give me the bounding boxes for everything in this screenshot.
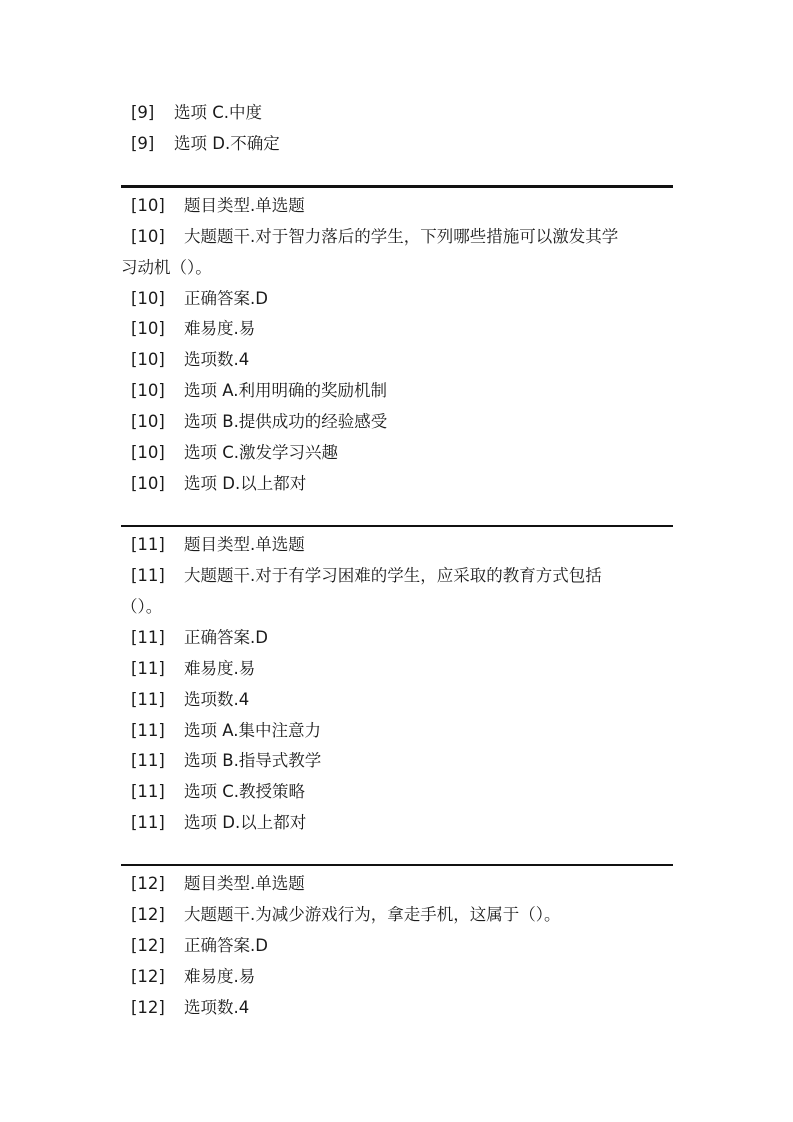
line-text: 选项数.4 xyxy=(184,350,250,369)
q11-option-a xyxy=(131,721,321,741)
line-text: 正确答案.D xyxy=(184,289,268,308)
section-divider xyxy=(121,525,673,527)
line-text: 大题题干.对于智力落后的学生，下列哪些措施可以激发其学 xyxy=(184,227,619,246)
q11-option-b xyxy=(131,751,321,771)
question-number: [9] xyxy=(131,103,155,122)
q11-option-d xyxy=(131,813,306,833)
line-text: 选项 B.提供成功的经验感受 xyxy=(184,412,388,431)
question-number: [11] xyxy=(131,813,165,832)
question-number: [10] xyxy=(131,474,165,493)
q10-option-c xyxy=(131,443,338,463)
line-text: 大题题干.对于有学习困难的学生，应采取的教育方式包括 xyxy=(184,566,602,585)
q10-type xyxy=(131,196,305,216)
q12-answer xyxy=(131,936,268,956)
q12-stem xyxy=(131,905,561,925)
line-text: 题目类型.单选题 xyxy=(184,535,305,554)
q11-stem xyxy=(131,566,602,586)
line-text: 难易度.易 xyxy=(184,659,256,678)
line-text: 选项 C.激发学习兴趣 xyxy=(184,443,339,462)
question-number: [11] xyxy=(131,628,165,647)
section-divider xyxy=(121,185,673,188)
question-number: [11] xyxy=(131,535,165,554)
line-text: 选项 A.集中注意力 xyxy=(184,721,321,740)
line-text: 选项 B.指导式教学 xyxy=(184,751,322,770)
line-text: 正确答案.D xyxy=(184,628,268,647)
question-number: [11] xyxy=(131,782,165,801)
question-number: [12] xyxy=(131,967,165,986)
question-number: [10] xyxy=(131,443,165,462)
question-number: [11] xyxy=(131,659,165,678)
question-number: [11] xyxy=(131,721,165,740)
line-text: 题目类型.单选题 xyxy=(184,196,305,215)
q12-type xyxy=(131,874,305,894)
question-number: [10] xyxy=(131,381,165,400)
question-number: [10] xyxy=(131,227,165,246)
q11-option-c xyxy=(131,782,305,802)
question-number: [12] xyxy=(131,874,165,893)
q12-difficulty xyxy=(131,967,255,987)
question-number: [10] xyxy=(131,350,165,369)
line-text: 选项 C.教授策略 xyxy=(184,782,306,801)
line-text: 题目类型.单选题 xyxy=(184,874,305,893)
question-number: [12] xyxy=(131,905,165,924)
line-text: 选项 D.不确定 xyxy=(174,134,280,153)
line-text: 难易度.易 xyxy=(184,319,256,338)
line-text: 选项 D.以上都对 xyxy=(184,813,307,832)
q11-option-count xyxy=(131,690,249,710)
line-text: 选项 C.中度 xyxy=(174,103,263,122)
question-number: [10] xyxy=(131,196,165,215)
q9-option-c xyxy=(131,103,262,123)
q11-stem-continued: （）。 xyxy=(121,597,163,616)
q10-option-d xyxy=(131,474,306,494)
question-number: [11] xyxy=(131,566,165,585)
line-text: 难易度.易 xyxy=(184,967,256,986)
line-text: 大题题干.为减少游戏行为，拿走手机，这属于（）。 xyxy=(184,905,561,924)
question-number: [12] xyxy=(131,998,165,1017)
q10-difficulty xyxy=(131,319,255,339)
q12-option-count xyxy=(131,998,249,1018)
q11-type xyxy=(131,535,305,555)
question-number: [11] xyxy=(131,751,165,770)
section-divider xyxy=(121,864,673,866)
q10-stem-continued: 习动机（）。 xyxy=(121,258,212,277)
question-number: [9] xyxy=(131,134,155,153)
line-text: 选项数.4 xyxy=(184,998,250,1017)
q9-option-d xyxy=(131,134,280,154)
question-number: [12] xyxy=(131,936,165,955)
question-number: [10] xyxy=(131,289,165,308)
question-number: [10] xyxy=(131,319,165,338)
question-number: [11] xyxy=(131,690,165,709)
q11-difficulty xyxy=(131,659,255,679)
line-text: 正确答案.D xyxy=(184,936,268,955)
q10-option-count xyxy=(131,350,249,370)
q10-option-b xyxy=(131,412,387,432)
q10-option-a xyxy=(131,381,387,401)
q10-answer xyxy=(131,289,268,309)
q11-answer xyxy=(131,628,268,648)
line-text: 选项 D.以上都对 xyxy=(184,474,307,493)
question-number: [10] xyxy=(131,412,165,431)
line-text: 选项数.4 xyxy=(184,690,250,709)
line-text: 选项 A.利用明确的奖励机制 xyxy=(184,381,387,400)
q10-stem xyxy=(131,227,618,247)
